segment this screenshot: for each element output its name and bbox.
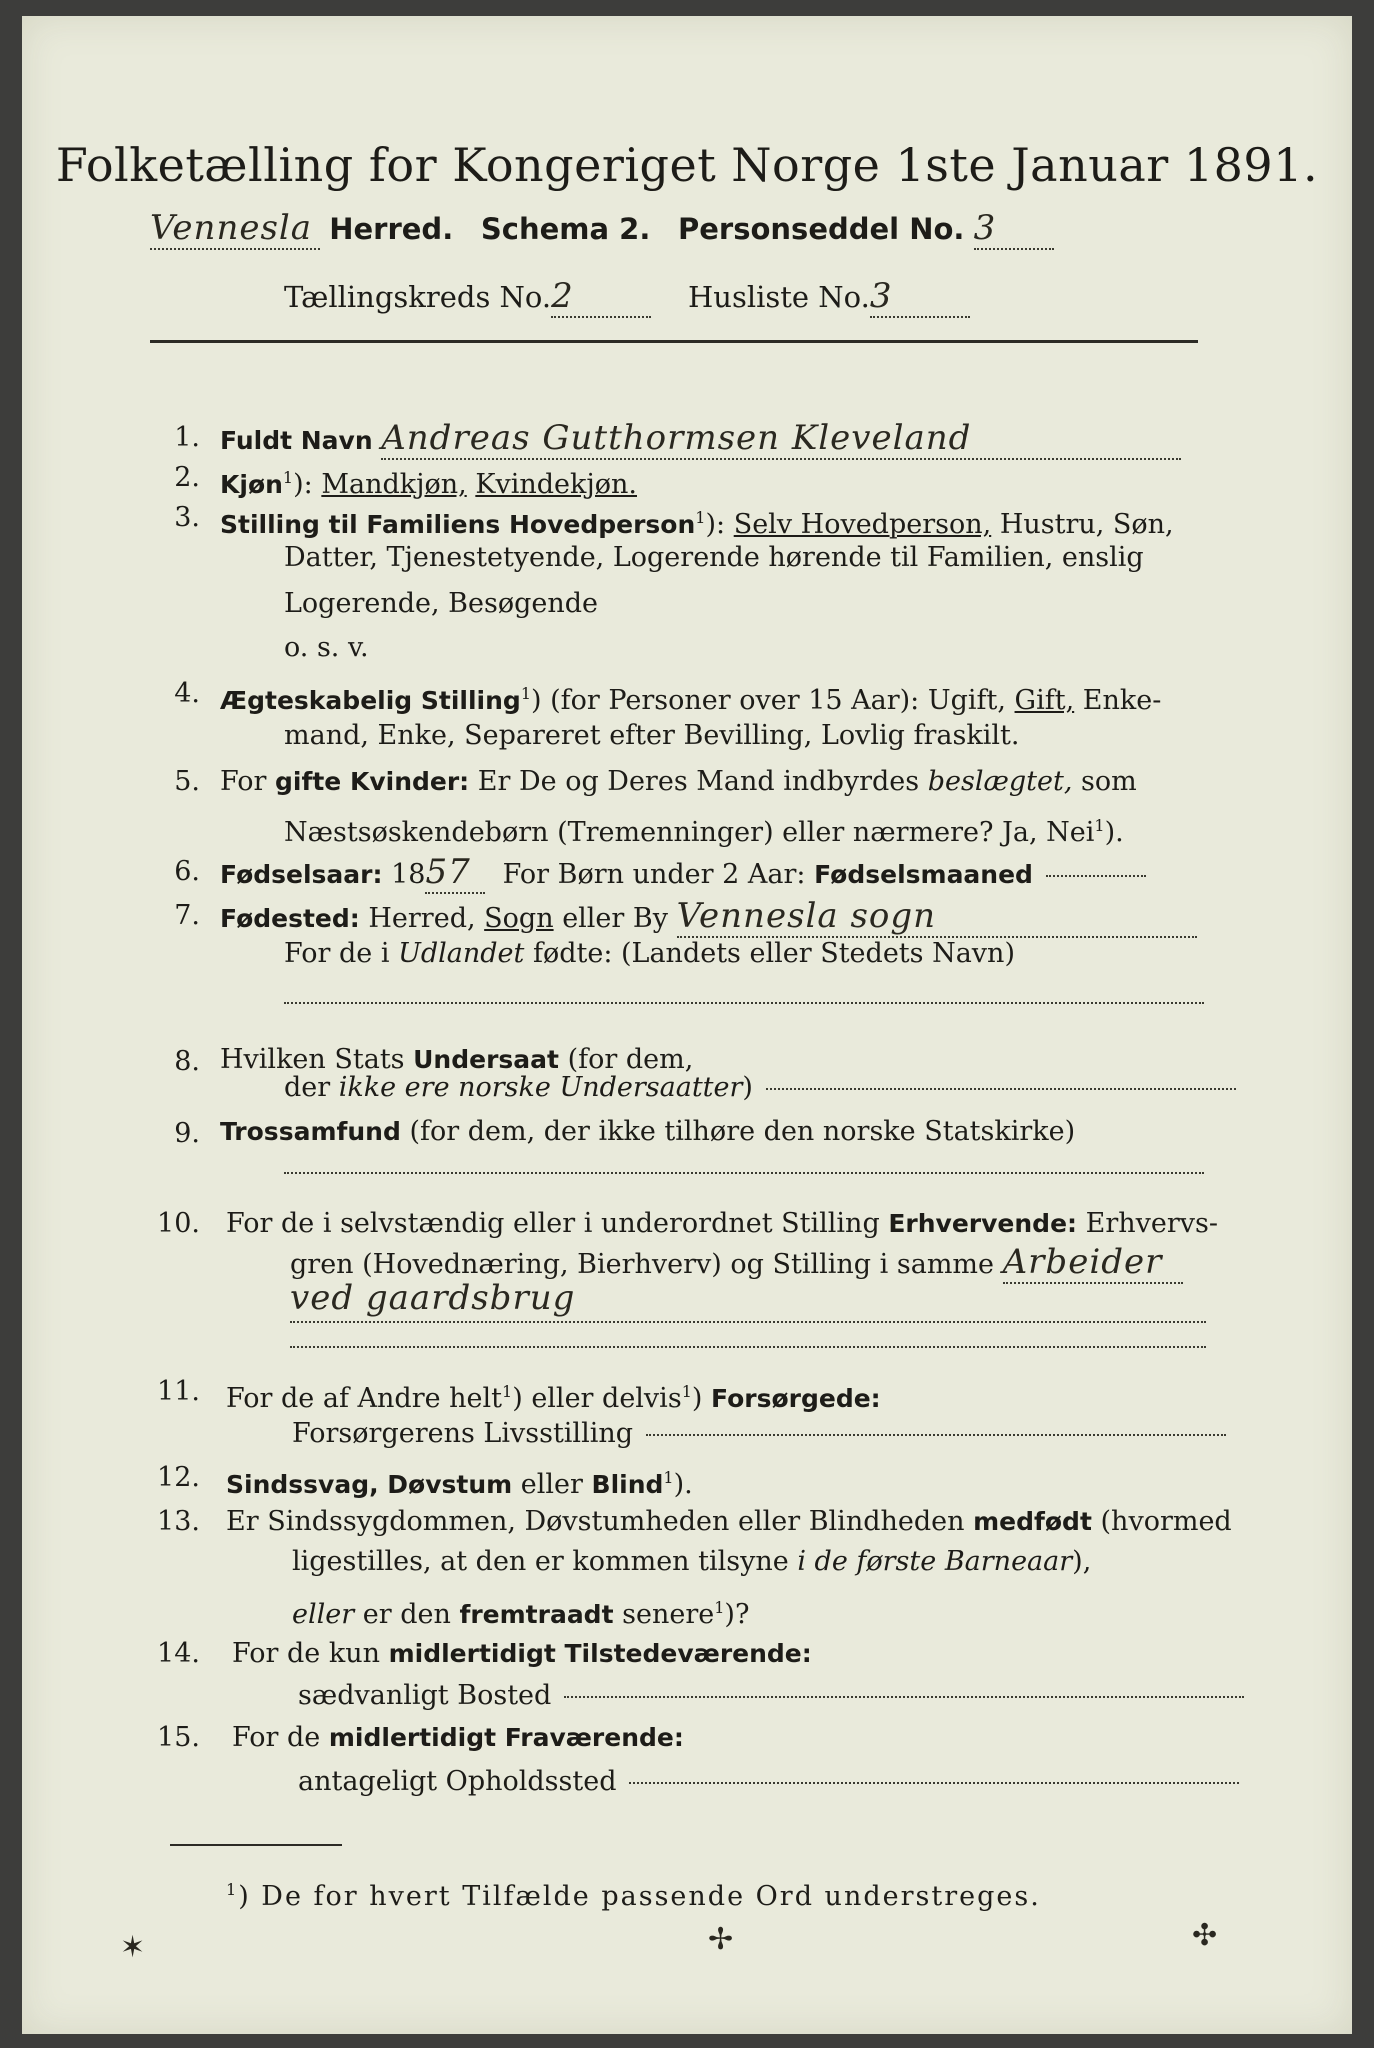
q9-rest: (for dem, der ikke tilhøre den norske Statskirke) xyxy=(409,1116,1076,1147)
q5-pre: For xyxy=(220,766,267,797)
husliste-label: Husliste No. xyxy=(687,280,870,314)
q6-century-prefix: 18 xyxy=(391,859,426,890)
q2-option-kvindekjon: Kvindekjøn. xyxy=(475,469,637,500)
q10-number: 10. xyxy=(157,1208,200,1239)
q2-footnote-ref: 1 xyxy=(282,468,294,487)
q10-line1 xyxy=(226,1204,1218,1244)
q13-line2-italic: i de første Barneaar xyxy=(797,1546,1073,1577)
q2-label: Kjøn xyxy=(220,470,283,499)
q14-line1 xyxy=(232,1634,812,1674)
q11-footnote-ref-1: 1 xyxy=(502,1382,513,1401)
q5-line2-text: Næstsøskendebørn (Tremenninger) eller nærmere? Ja, Nei xyxy=(284,817,1095,848)
q4-number: 4. xyxy=(174,678,200,709)
q3-option-selv-hovedperson: Selv Hovedperson, xyxy=(733,509,992,540)
q13-number: 13. xyxy=(157,1506,200,1537)
herred-handwritten: Vennesla xyxy=(150,208,320,250)
q10-occupation-handwritten-1: Arbeider xyxy=(1003,1242,1183,1284)
q6-label2: Fødselsmaaned xyxy=(814,860,1033,889)
q11-line1 xyxy=(226,1372,881,1419)
q10-line3 xyxy=(290,1278,1206,1323)
header-herred-line xyxy=(150,208,1054,250)
q13-tail: (hvormed xyxy=(1100,1506,1232,1537)
q3-colon: ): xyxy=(705,509,726,540)
q5-tail: som xyxy=(1081,766,1137,797)
q5-label: gifte Kvinder: xyxy=(275,767,470,796)
q13-line2-pre: ligestilles, at den er kommen tilsyne xyxy=(292,1546,789,1577)
q12-line xyxy=(226,1458,693,1505)
q8-rest: (for dem, xyxy=(567,1044,694,1075)
q11-footnote-ref-2: 1 xyxy=(681,1382,692,1401)
q7-line2 xyxy=(284,934,1015,974)
q5-line1 xyxy=(220,762,1137,802)
q10-line2-text: gren (Hovednæring, Bierhverv) og Stilling i samme xyxy=(290,1249,995,1280)
q12-label: Sindssvag, Døvstum xyxy=(226,1470,513,1499)
q3-footnote-ref: 1 xyxy=(695,508,706,527)
q10-occupation-handwritten-2: ved gaardsbrug xyxy=(290,1278,576,1318)
q14-pre: For de kun xyxy=(232,1638,380,1669)
q8-pre: Hvilken Stats xyxy=(220,1044,405,1075)
q7-dotted-blank xyxy=(284,1002,1204,1004)
q13-label: medfødt xyxy=(973,1507,1092,1536)
q5-end: ). xyxy=(1104,817,1124,848)
q9-label: Trossamfund xyxy=(220,1117,401,1146)
husliste-handwritten: 3 xyxy=(870,276,970,318)
footnote-rule xyxy=(170,1844,342,1846)
q11-end: ) xyxy=(691,1383,703,1414)
q6-dotted-blank xyxy=(1046,875,1146,877)
q1-line xyxy=(220,418,1181,461)
q13-line3-italic: eller xyxy=(292,1599,355,1630)
q11-mid: ) eller delvis xyxy=(512,1383,682,1414)
q8-line2-end: ) xyxy=(742,1072,753,1103)
q15-line2 xyxy=(298,1762,1243,1802)
q5-rest: Er De og Deres Mand indbyrdes xyxy=(477,766,920,797)
q7-line2-italic: Udlandet xyxy=(398,938,525,969)
q8-label: Undersaat xyxy=(413,1045,559,1074)
q10-label: Erhvervende: xyxy=(888,1209,1078,1238)
q10-pre: For de i selvstændig eller i underordnet Stilling xyxy=(226,1208,880,1239)
q3-number: 3. xyxy=(174,502,200,533)
q13-end: )? xyxy=(724,1599,750,1630)
q1-label: Fuldt Navn xyxy=(220,426,373,455)
q5-number: 5. xyxy=(174,766,200,797)
q4-label: Ægteskabelig Stilling xyxy=(220,686,521,715)
q10-dotted-blank xyxy=(290,1346,1206,1348)
q8-line2-italic: ikke ere norske Undersaatter xyxy=(338,1072,743,1103)
q8-dotted-blank xyxy=(766,1088,1236,1090)
q12-mid: eller xyxy=(520,1469,583,1500)
q2-option-mandkjon: Mandkjøn, xyxy=(321,469,467,500)
q2-colon: ): xyxy=(293,469,313,500)
q12-number: 12. xyxy=(157,1462,200,1493)
personseddel-label: Personseddel No. xyxy=(678,212,965,246)
q11-line2 xyxy=(292,1414,1230,1454)
q11-line2-text: Forsørgerens Livsstilling xyxy=(292,1418,634,1449)
q13-line3-label: fremtraadt xyxy=(459,1600,614,1629)
q7-number: 7. xyxy=(174,900,200,931)
q14-number: 14. xyxy=(157,1638,200,1669)
kreds-label: Tællingskreds No. xyxy=(284,280,552,314)
q13-line3 xyxy=(292,1588,749,1635)
q3-line1-rest: Hustru, Søn, xyxy=(999,509,1174,540)
q1-name-handwritten: Andreas Gutthormsen Kleveland xyxy=(381,418,1181,460)
q13-line1 xyxy=(226,1502,1232,1542)
registration-mark-left: ✶ xyxy=(120,1930,146,1965)
q13-footnote-ref: 1 xyxy=(714,1598,725,1617)
q7-birthplace-handwritten: Vennesla sogn xyxy=(677,896,1197,938)
q5-italic: beslægtet, xyxy=(927,766,1073,797)
q11-dotted-blank xyxy=(646,1434,1226,1436)
q3-label: Stilling til Familiens Hovedperson xyxy=(220,510,696,539)
q13-line2 xyxy=(292,1542,1091,1582)
q11-pre: For de af Andre helt xyxy=(226,1383,503,1414)
q15-label: midlertidigt Fraværende: xyxy=(328,1723,684,1752)
q5-line2 xyxy=(284,806,1124,853)
q11-label: Forsørgede: xyxy=(711,1384,881,1413)
q15-pre: For de xyxy=(232,1722,321,1753)
q4-line1 xyxy=(220,674,1161,721)
q4-line2: mand, Enke, Separeret efter Bevilling, Lovlig fraskilt. xyxy=(284,720,1020,751)
q12-label2: Blind xyxy=(591,1470,664,1499)
q7-line2-pre: For de i xyxy=(284,938,390,969)
q14-line2-text: sædvanligt Bosted xyxy=(298,1680,552,1711)
q7-rest: Herred, xyxy=(368,903,476,934)
herred-label: Herred. xyxy=(329,212,454,246)
q15-line1 xyxy=(232,1718,684,1758)
q12-footnote-ref: 1 xyxy=(663,1468,674,1487)
q8-line2-pre: der xyxy=(284,1072,331,1103)
census-form-page xyxy=(22,16,1352,2034)
q2-number: 2. xyxy=(174,462,200,493)
q12-end: ). xyxy=(673,1469,693,1500)
q9-dotted-blank xyxy=(284,1172,1204,1174)
q13-pre: Er Sindssygdommen, Døvstumheden eller Blindheden xyxy=(226,1506,965,1537)
q7-label: Fødested: xyxy=(220,904,360,933)
q3-line4: o. s. v. xyxy=(284,632,369,663)
q15-dotted-blank xyxy=(629,1782,1239,1784)
q6-year-handwritten: 57 xyxy=(425,852,485,894)
q7-option-sogn: Sogn xyxy=(484,903,554,934)
q6-number: 6. xyxy=(174,856,200,887)
q14-line2 xyxy=(298,1676,1248,1716)
q11-number: 11. xyxy=(157,1376,200,1407)
registration-mark-center: ✢ xyxy=(708,1922,734,1957)
q10-tail: Erhvervs- xyxy=(1085,1208,1219,1239)
q15-line2-text: antageligt Opholdssted xyxy=(298,1766,617,1797)
kreds-handwritten: 2 xyxy=(551,276,651,318)
q13-line3-rest: senere xyxy=(622,1599,715,1630)
footnote xyxy=(226,1870,1041,1917)
registration-mark-right: ✣ xyxy=(1192,1918,1218,1953)
q9-line1 xyxy=(220,1112,1075,1152)
footnote-marker: 1 xyxy=(226,1880,239,1899)
q7-line1 xyxy=(220,896,1197,939)
q14-label: midlertidigt Tilstedeværende: xyxy=(388,1639,812,1668)
q8-number: 8. xyxy=(174,1046,200,1077)
header-kreds-line xyxy=(284,276,970,318)
q3-line3: Logerende, Besøgende xyxy=(284,588,598,619)
q7-tail: eller By xyxy=(562,903,668,934)
personseddel-handwritten: 3 xyxy=(974,208,1054,250)
form-title: Folketælling for Kongeriget Norge 1ste Januar 1891. xyxy=(55,138,1319,192)
q3-line2: Datter, Tjenestetyende, Logerende hørende til Familien, enslig xyxy=(284,542,1144,573)
q13-line2-end: ), xyxy=(1072,1546,1092,1577)
q6-rest: For Børn under 2 Aar: xyxy=(502,859,806,890)
q13-line3-mid: er den xyxy=(362,1599,451,1630)
footnote-text: ) De for hvert Tilfælde passende Ord understreges. xyxy=(238,1881,1041,1912)
q9-number: 9. xyxy=(174,1118,200,1149)
q4-footnote-ref: 1 xyxy=(520,684,532,703)
q15-number: 15. xyxy=(157,1722,200,1753)
schema-label: Schema 2. xyxy=(480,212,651,246)
q6-label: Fødselsaar: xyxy=(220,860,383,889)
q14-dotted-blank xyxy=(564,1696,1244,1698)
q8-line2 xyxy=(284,1068,1240,1108)
q4-rest: ) (for Personer over 15 Aar): Ugift, xyxy=(531,685,1006,716)
q6-line xyxy=(220,852,1150,895)
header-rule xyxy=(150,340,1198,343)
q4-tail: Enke- xyxy=(1082,685,1162,716)
q7-line2-rest: fødte: (Landets eller Stedets Navn) xyxy=(532,938,1015,969)
q4-option-gift: Gift, xyxy=(1014,685,1075,716)
q1-number: 1. xyxy=(174,422,200,453)
q5-footnote-ref: 1 xyxy=(1094,816,1105,835)
